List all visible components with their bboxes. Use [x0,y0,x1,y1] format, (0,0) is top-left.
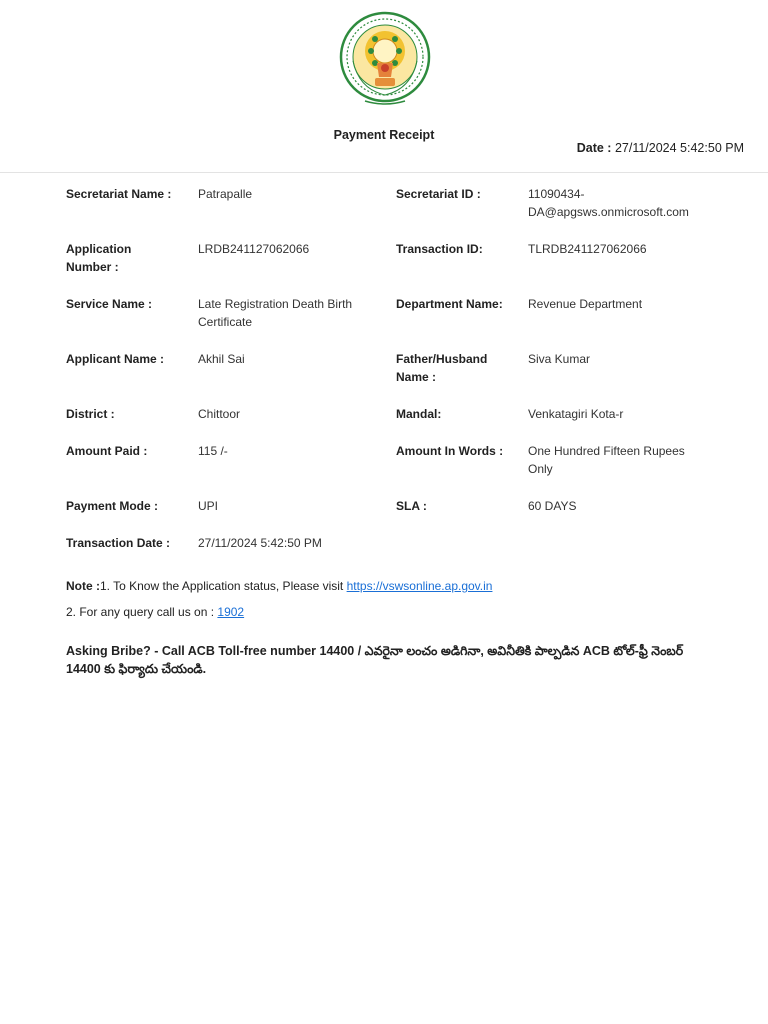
transaction-id-value: TLRDB241127062066 [528,242,647,256]
note-line-1 [66,579,492,593]
transaction-date-value: 27/11/2024 5:42:50 PM [198,536,322,550]
state-emblem-icon [339,11,431,111]
note-line-1-text: 1. To Know the Application status, Please visit [100,579,347,593]
sla-value: 60 DAYS [528,499,577,513]
father-husband-name-value: Siva Kumar [528,352,591,366]
amount-paid-label: Amount Paid : [66,444,148,458]
note-label: Note : [66,579,100,593]
table-row [56,527,706,564]
receipt-date [577,141,744,155]
table-row [56,398,706,435]
secretariat-name-label: Secretariat Name : [66,187,172,201]
mandal-label: Mandal: [396,407,442,421]
secretariat-name-value: Patrapalle [198,187,253,201]
department-name-label: Department Name: [396,297,503,311]
page-title: Payment Receipt [333,128,435,142]
transaction-date-label: Transaction Date : [66,536,171,550]
applicant-name-value: Akhil Sai [198,352,245,366]
date-label: Date : [576,141,612,155]
helpline-link[interactable]: 1902 [217,605,245,619]
service-name-label: Service Name : [66,297,153,311]
receipt-header [0,0,768,173]
applicant-name-label: Applicant Name : [66,352,165,366]
payment-mode-label: Payment Mode : [66,499,159,513]
table-row [56,343,706,398]
father-husband-name-label: Father/Husband Name : [396,352,488,384]
amount-in-words-label: Amount In Words : [396,444,504,458]
table-row [56,178,706,233]
table-row [56,233,706,288]
note-line-2 [66,605,244,619]
department-name-value: Revenue Department [528,297,643,311]
empty-cell [386,527,518,564]
date-value: 27/11/2024 5:42:50 PM [614,141,744,155]
secretariat-id-label: Secretariat ID : [396,187,481,201]
sla-label: SLA : [396,499,427,513]
payment-mode-value: UPI [198,499,219,513]
district-label: District : [66,407,115,421]
amount-in-words-value: One Hundred Fifteen Rupees Only [528,444,685,476]
amount-paid-value: 115 /- [198,444,228,458]
note-line-2-text: 2. For any query call us on : [66,605,218,619]
application-number-label: Application Number : [66,242,132,274]
empty-cell [518,527,706,564]
transaction-id-label: Transaction ID: [396,242,483,256]
secretariat-id-value: 11090434-DA@apgsws.onmicrosoft.com [528,187,689,219]
table-row [56,435,706,490]
table-row [56,490,706,527]
service-name-value: Late Registration Death Birth Certificate [198,297,353,329]
application-number-value: LRDB241127062066 [198,242,310,256]
table-row [56,288,706,343]
district-value: Chittoor [198,407,241,421]
acb-complaint-notice: Asking Bribe? - Call ACB Toll-free number 14400 / ఎవరైనా లంచం అడిగినా, అవినీతికి పాల్పడిన ACB టోల్-ఫ్రీ నెంబర్ 14400 కు ఫిర్యాదు చేయండి. [66,644,684,676]
mandal-value: Venkatagiri Kota-r [528,407,624,421]
application-status-link[interactable]: https://vswsonline.ap.gov.in [346,579,493,593]
receipt-details-table [56,178,706,564]
